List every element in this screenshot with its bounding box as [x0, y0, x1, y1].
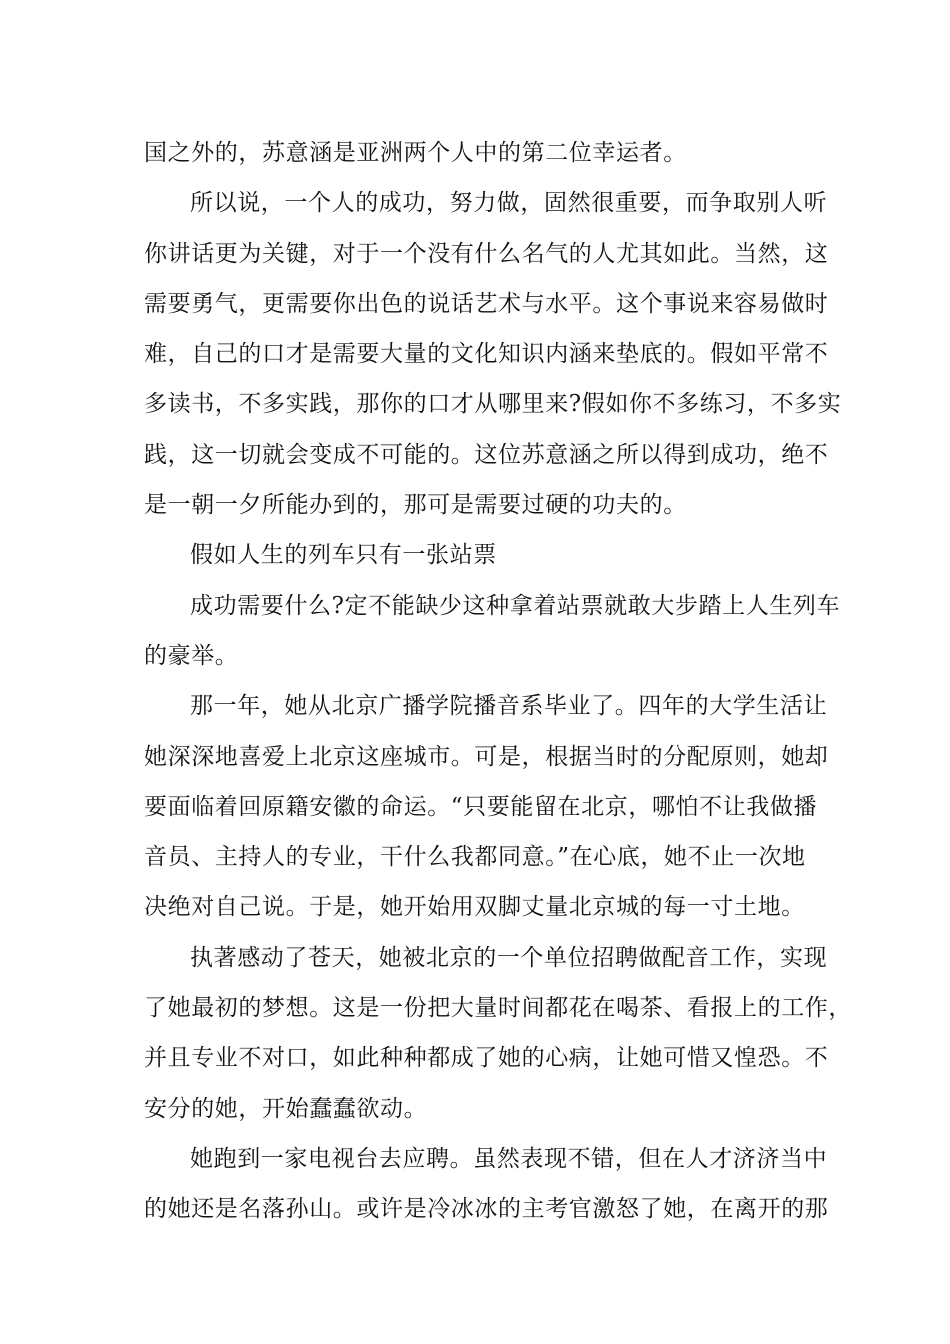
text-line: 了她最初的梦想。这是一份把大量时间都花在喝茶、看报上的工作，: [144, 995, 852, 1022]
text-line: 你讲话更为关键，对于一个没有什么名气的人尤其如此。当然，这: [144, 240, 829, 267]
text-line: 的她还是名落孙山。或许是冷冰冰的主考官激怒了她，在离开的那: [144, 1196, 829, 1223]
text-line: 国之外的，苏意涵是亚洲两个人中的第二位幸运者。: [144, 140, 687, 166]
text-line: 所以说，一个人的成功，努力做，固然很重要，而争取别人听: [190, 190, 828, 217]
text-line: 难，自己的口才是需要大量的文化知识内涵来垫底的。假如平常不: [144, 341, 829, 368]
text-line: 决绝对自己说。于是，她开始用双脚丈量北京城的每一寸土地。: [144, 894, 805, 921]
text-line: 假如人生的列车只有一张站票: [190, 542, 497, 569]
text-line: 执著感动了苍天，她被北京的一个单位招聘做配音工作，实现: [190, 944, 828, 971]
text-line: 需要勇气，更需要你出色的说话艺术与水平。这个事说来容易做时: [144, 290, 829, 317]
text-line: 安分的她，开始蠢蠢欲动。: [144, 1095, 428, 1122]
text-line: 践，这一切就会变成不可能的。这位苏意涵之所以得到成功，绝不: [144, 441, 829, 468]
text-line: 她深深地喜爱上北京这座城市。可是，根据当时的分配原则，她却: [144, 743, 829, 770]
text-line: 多读书，不多实践，那你的口才从哪里来?假如你不多练习，不多实: [144, 391, 842, 418]
text-line: 成功需要什么?定不能缺少这种拿着站票就敢大步踏上人生列车: [190, 592, 841, 619]
text-line: 并且专业不对口，如此种种都成了她的心病，让她可惜又惶恐。不: [144, 1045, 829, 1072]
text-line: 要面临着回原籍安徽的命运。“只要能留在北京，哪怕不让我做播: [144, 793, 818, 820]
text-line: 音员、主持人的专业，干什么我都同意。”在心底，她不止一次地: [144, 844, 806, 871]
text-line: 的豪举。: [144, 642, 239, 669]
text-line: 是一朝一夕所能办到的，那可是需要过硬的功夫的。: [144, 492, 687, 519]
body-text: [144, 128, 852, 1235]
text-line: 那一年，她从北京广播学院播音系毕业了。四年的大学生活让: [190, 693, 828, 720]
text-line: 她跑到一家电视台去应聘。虽然表现不错，但在人才济济当中: [190, 1145, 828, 1172]
